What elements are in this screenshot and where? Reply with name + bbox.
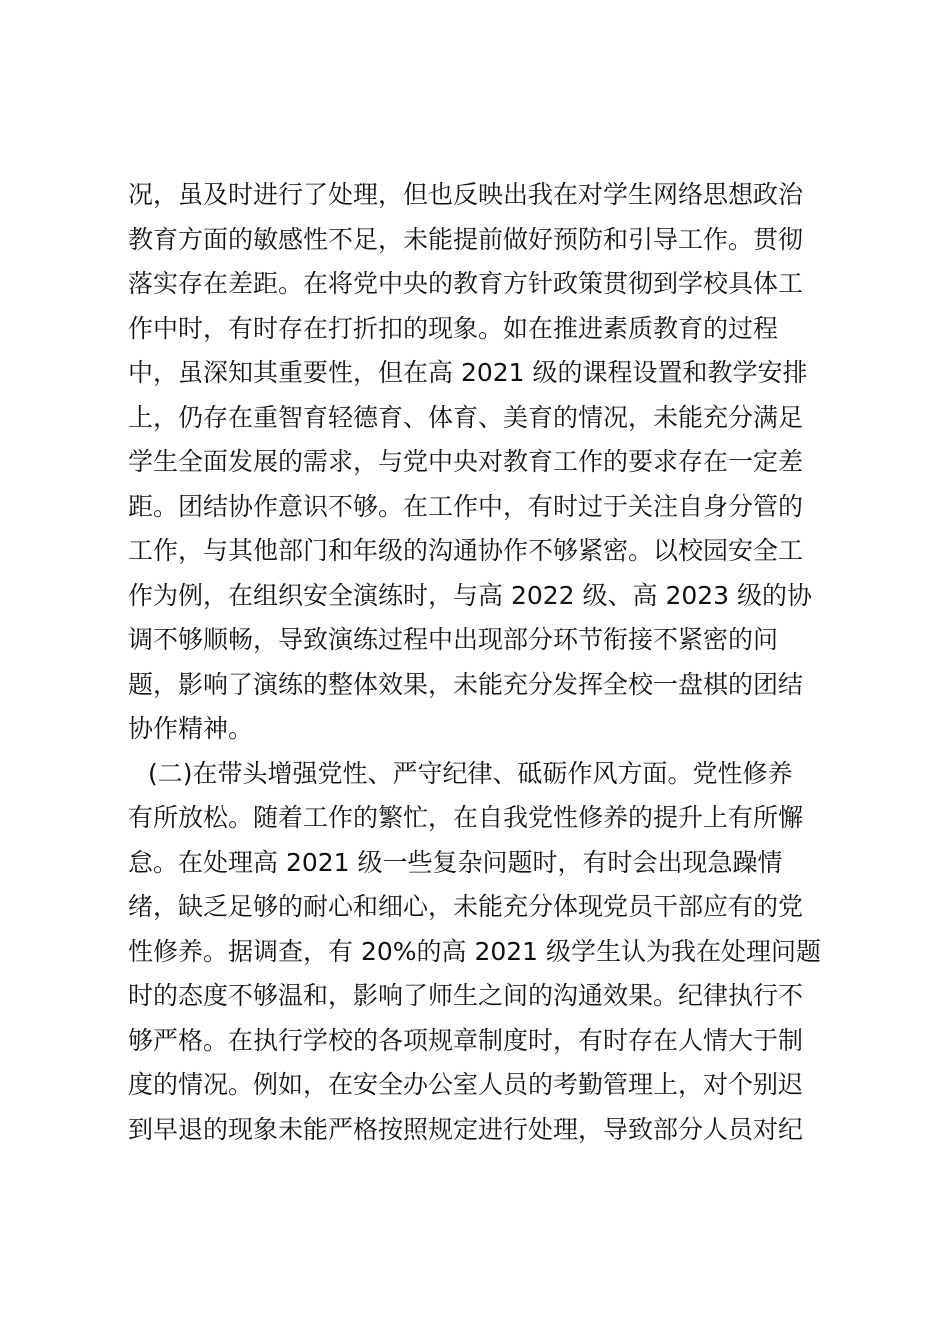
text-line: 工作，与其他部门和年级的沟通协作不够紧密。以校园安全工 (128, 536, 804, 565)
text-line: 上，仍存在重智育轻德育、体育、美育的情况，未能充分满足 (128, 402, 804, 432)
text-line: 落实存在差距。在将党中央的教育方针政策贯彻到学校具体工 (128, 269, 804, 298)
text-line: 题，影响了演练的整体效果，未能充分发挥全校一盘棋的团结 (128, 669, 804, 699)
text-line: 绪，缺乏足够的耐心和细心，未能充分体现党员干部应有的党 (128, 892, 804, 921)
text-line: 有所放松。随着工作的繁忙，在自我党性修养的提升上有所懈 (128, 803, 804, 832)
text-line: 性修养。据调查，有 20%的高 2021 级学生认为我在处理问题 (128, 936, 822, 966)
text-line: 中，虽深知其重要性，但在高 2021 级的课程设置和教学安排 (128, 358, 808, 387)
text-line: 学生全面发展的需求，与党中央对教育工作的要求存在一定差 (128, 447, 804, 476)
text-line: 调不够顺畅，导致演练过程中出现部分环节衔接不紧密的问 (128, 625, 779, 654)
text-line: 怠。在处理高 2021 级一些复杂问题时，有时会出现急躁情 (128, 847, 783, 877)
text-line: 时的态度不够温和，影响了师生之间的沟通效果。纪律执行不 (128, 981, 804, 1010)
text-line: 作中时，有时存在打折扣的现象。如在推进素质教育的过程 (128, 313, 779, 343)
text-line: 到早退的现象未能严格按照规定进行处理，导致部分人员对纪 (128, 1114, 804, 1144)
text-line: 协作精神。 (128, 714, 254, 743)
text-line: 作为例，在组织安全演练时，与高 2022 级、高 2023 级的协 (128, 580, 813, 610)
text-line: 距。团结协作意识不够。在工作中，有时过于关注自身分管的 (128, 491, 804, 521)
section-heading-line: (二)在带头增强党性、严守纪律、砥砺作风方面。党性修养 (148, 758, 793, 788)
text-line: 够严格。在执行学校的各项规章制度时，有时存在人情大于制 (128, 1025, 804, 1055)
text-line: 况，虽及时进行了处理，但也反映出我在对学生网络思想政治 (128, 180, 804, 209)
text-line: 教育方面的敏感性不足，未能提前做好预防和引导工作。贯彻 (128, 224, 804, 254)
text-line: 度的情况。例如，在安全办公室人员的考勤管理上，对个别迟 (128, 1070, 804, 1099)
body-text (128, 173, 828, 1152)
